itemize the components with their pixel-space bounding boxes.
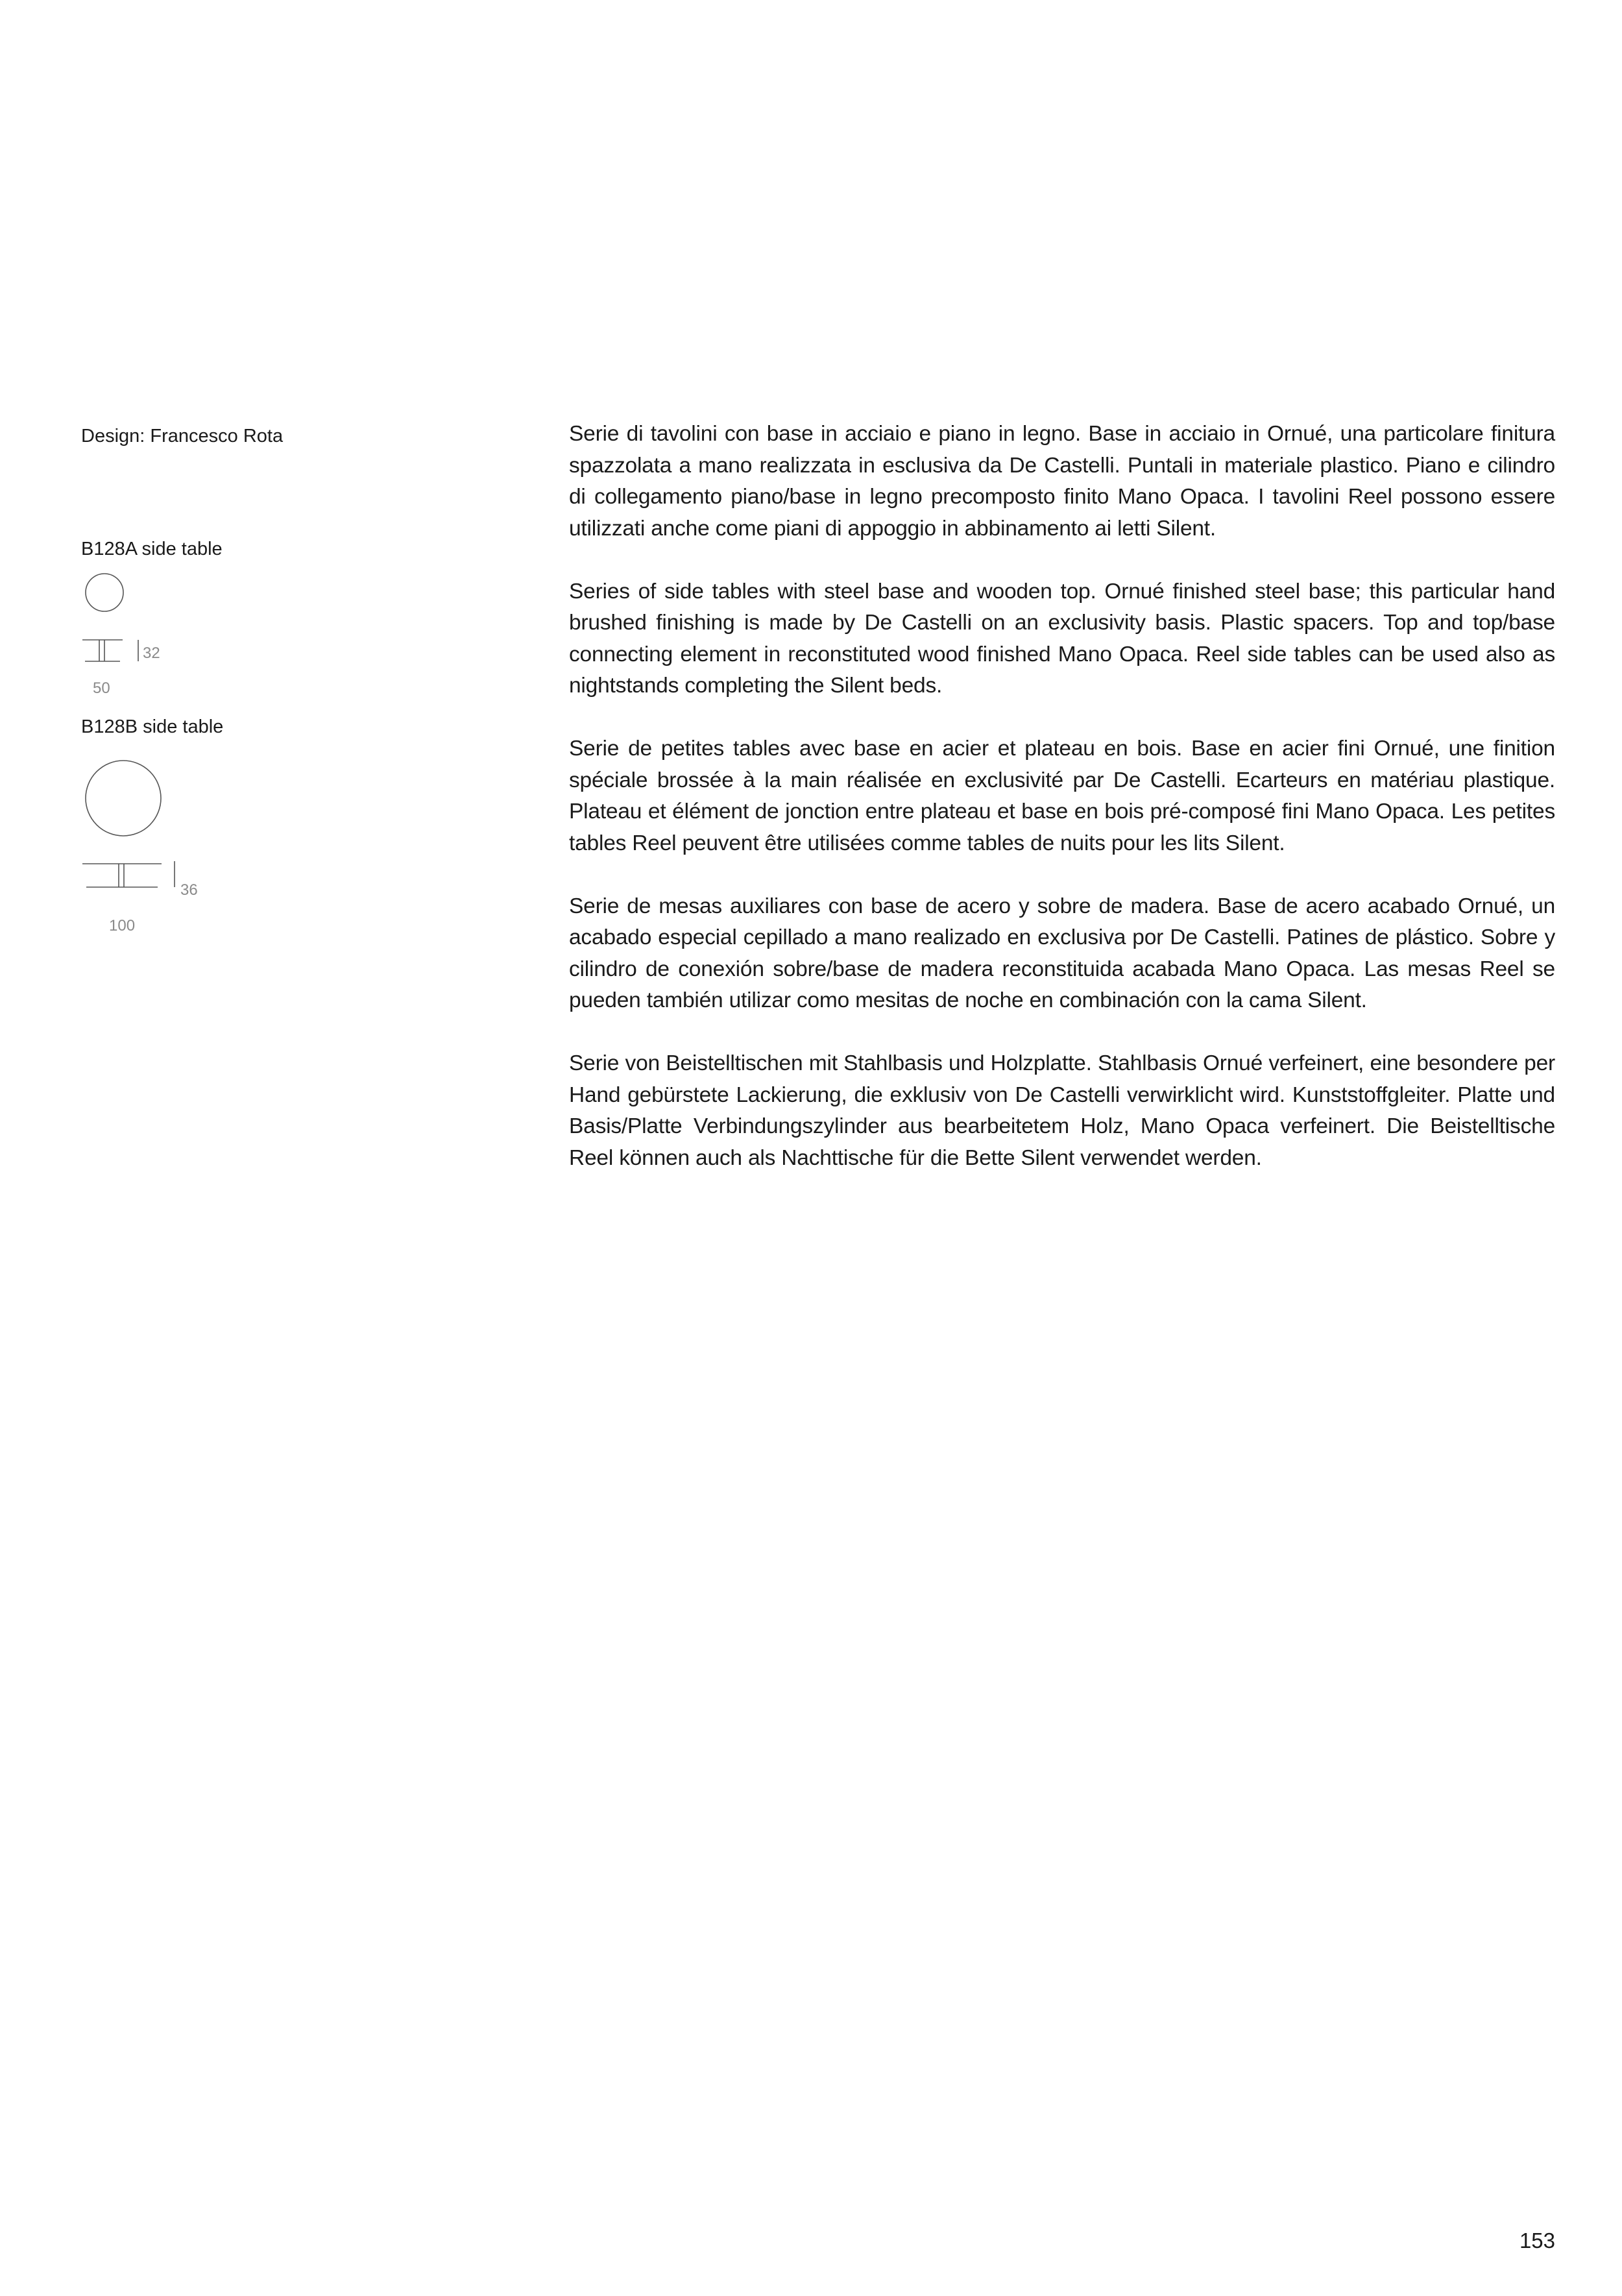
- description-italian: Serie di tavolini con base in acciaio e piano in legno. Base in acciaio in Ornué, una particolare finitura spazzolata a mano realizzata in esclusiva da De Castelli. Puntali in materiale plastico. Piano e cilindro di collegamento piano/base in legno precomposto finito Mano Opaca. I tavolini Reel possono essere utilizzati anche come piani di appoggio in abbinamento ai letti Silent.: [569, 422, 1555, 541]
- b128a-width-label: 50: [93, 679, 110, 697]
- product-description: [569, 419, 1555, 1206]
- b128a-top-view-drawing: [81, 571, 159, 617]
- b128b-height-label: 36: [180, 881, 198, 899]
- product-title-b128b: B128B side table: [81, 716, 224, 737]
- page-number: 153: [1519, 2229, 1555, 2253]
- product-title-b128a: B128A side table: [81, 539, 223, 559]
- b128b-top-view-drawing: [81, 758, 172, 842]
- description-german: Serie von Beistelltischen mit Stahlbasis und Holzplatte. Stahlbasis Ornué verfeinert, eine besondere per Hand gebürstete Lackierung, die exklusiv von De Castelli verwirklicht wird. Kunststoffgleiter. Platte und Basis/Platte Verbindungszylinder aus bearbeitetem Holz, Mano Opaca verfeinert. Die Beistelltische Reel können auch als Nachttische für die Bette Silent verwendet werden.: [569, 1051, 1555, 1170]
- design-credit: Design: Francesco Rota: [81, 426, 284, 446]
- description-spanish: Serie de mesas auxiliares con base de acero y sobre de madera. Base de acero acabado Ornué, un acabado especial cepillado a mano realizado en exclusiva por De Castelli. Patines de plástico. Sobre y cilindro de conexión sobre/base de madera reconstituida acabada Mano Opaca. Las mesas Reel se pueden también utilizar como mesitas de noche en combinación con la cama Silent.: [569, 894, 1555, 1012]
- description-french: Serie de petites tables avec base en acier et plateau en bois. Base en acier fini Ornué, une finition spéciale brossée à la main réalisée en exclusivité par De Castelli. Ecarteurs en matériau plastique. Plateau et élément de jonction entre plateau et base en bois pré-composé fini Mano Opaca. Les petites tables Reel peuvent être utilisées comme tables de nuits pour les lits Silent.: [569, 737, 1555, 855]
- b128b-width-label: 100: [109, 917, 136, 934]
- b128a-height-label: 32: [143, 644, 160, 662]
- description-english: Series of side tables with steel base and wooden top. Ornué finished steel base; this particular hand brushed finishing is made by De Castelli on an exclusivity basis. Plastic spacers. Top and top/base connecting element in reconstituted wood finished Mano Opaca. Reel side tables can be used also as nightstands completing the Silent beds.: [569, 579, 1555, 698]
